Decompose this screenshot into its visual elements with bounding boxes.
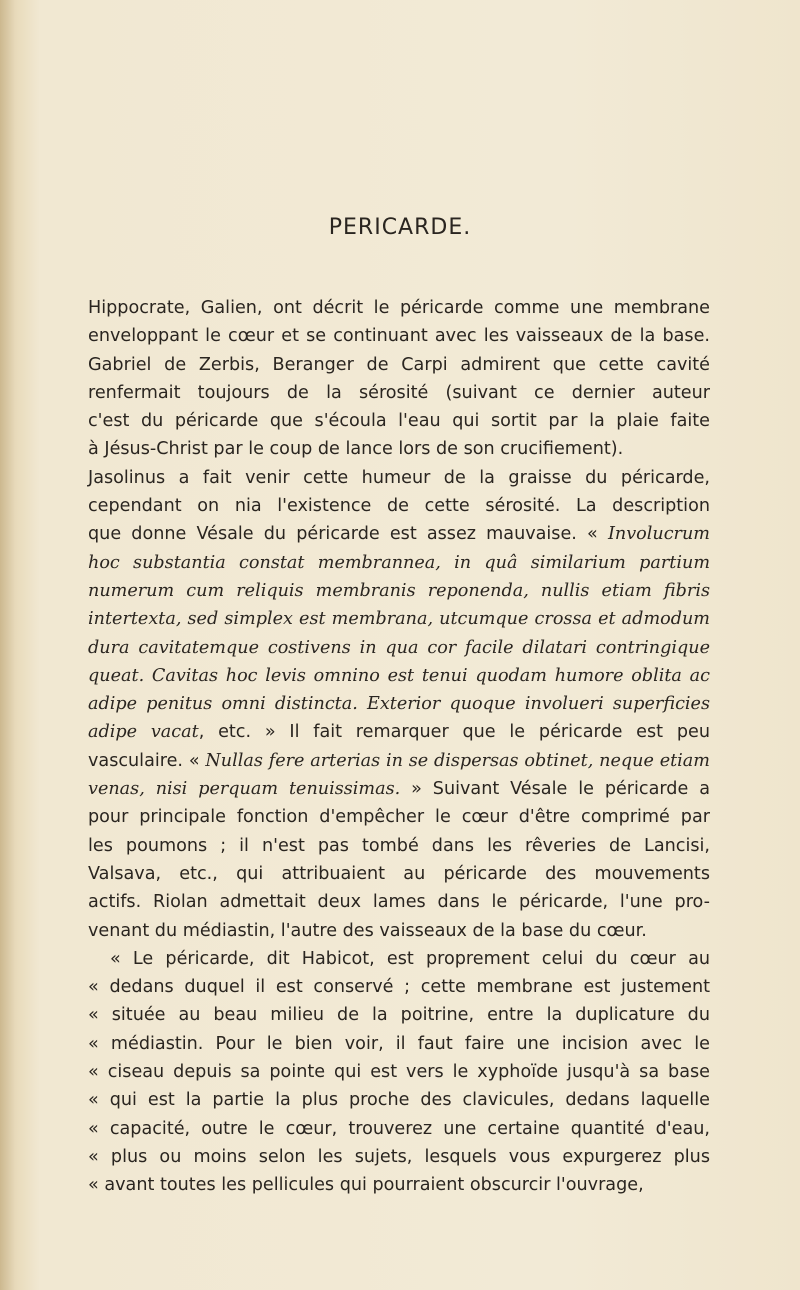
text-line [88,662,710,690]
text-segment: enveloppant le cœur et se continuant avec les vaisseaux de la base. [88,326,710,347]
italic-text-segment: adipe penitus omni distincta. Exterior quoque involueri superficies [88,694,710,715]
text-segment: « plus ou moins selon les sujets, lesquels vous expurgerez plus [88,1146,710,1167]
text-line [88,549,710,577]
italic-text-segment: adipe vacat [88,722,199,743]
text-line [88,1030,710,1058]
text-segment: actifs. Riolan admettait deux lames dans le péricarde, l'une pro- [88,892,710,913]
italic-text-segment: Involucrum [607,524,710,545]
text-segment: « médiastin. Pour le bien voir, il faut faire une incision avec le [88,1033,710,1054]
italic-text-segment: dura cavitatemque costivens in qua cor facile dilatari contringique [88,637,710,658]
page-title: PERICARDE. [328,215,472,240]
italic-text-segment: Nullas fere arterias in se dispersas obtinet, neque etiam [205,750,710,771]
body-text [88,294,710,1200]
text-segment: cependant on nia l'existence de cette sérosité. La description [88,496,710,517]
text-segment: , etc. » Il fait remarquer que le péricarde est peu [198,722,710,743]
text-line [88,520,710,548]
page-edge-shadow [0,0,14,1290]
text-segment: « ciseau depuis sa pointe qui est vers le xyphoïde jusqu'à sa base [88,1062,710,1083]
text-segment: Hippocrate, Galien, ont décrit le péricarde comme une membrane [88,298,710,318]
text-line [88,407,710,435]
text-line [88,690,710,718]
text-line [88,1171,710,1199]
text-line [88,1058,710,1086]
text-line [88,973,710,1001]
text-line [88,435,710,463]
text-segment: c'est du péricarde que s'écoula l'eau qui sortit par la plaie faite [88,411,710,432]
text-segment: « Le péricarde, dit Habicot, est proprement celui du cœur au [110,948,710,969]
text-line [88,917,710,945]
text-line [88,634,710,662]
text-line [88,294,710,322]
text-line [88,1143,710,1171]
text-segment: renfermait toujours de la sérosité (suivant ce dernier auteur [88,382,710,403]
text-segment: Jasolinus a fait venir cette humeur de la graisse du péricarde, [88,467,710,488]
text-segment: « avant toutes les pellicules qui pourraient obscurcir l'ouvrage, [88,1175,644,1196]
text-line [88,1115,710,1143]
text-line [88,832,710,860]
text-segment: à Jésus-Christ par le coup de lance lors de son crucifiement). [88,439,624,460]
text-line [88,888,710,916]
italic-text-segment: queat. Cavitas hoc levis omnino est tenui quodam humore oblita ac [88,665,710,686]
text-line [88,351,710,379]
text-segment: « qui est la partie la plus proche des clavicules, dedans laquelle [88,1090,710,1111]
text-segment: vasculaire. « [88,750,206,771]
text-line [88,860,710,888]
text-segment: « située au beau milieu de la poitrine, entre la duplicature du [88,1005,710,1026]
text-segment: Valsava, etc., qui attribuaient au péricarde des mouvements [88,863,710,884]
text-line [88,464,710,492]
text-line [88,1001,710,1029]
text-segment: que donne Vésale du péricarde est assez mauvaise. « [88,524,608,545]
italic-text-segment: numerum cum reliquis membranis reponenda, nullis etiam fibris [88,580,710,601]
text-segment: les poumons ; il n'est pas tombé dans les rêveries de Lancisi, [88,835,710,856]
italic-text-segment: hoc substantia constat membrannea, in quâ similarium partium [88,552,710,573]
text-line [88,1086,710,1114]
text-line [88,577,710,605]
text-line [88,775,710,803]
text-line [88,747,710,775]
text-segment: pour principale fonction d'empêcher le cœur d'être comprimé par [88,807,710,828]
text-line [88,803,710,831]
text-line [88,492,710,520]
italic-text-segment: intertexta, sed simplex est membrana, utcumque crossa et admodum [88,609,710,630]
text-segment: Gabriel de Zerbis, Beranger de Carpi admirent que cette cavité [88,354,710,375]
text-segment: venant du médiastin, l'autre des vaisseaux de la base du cœur. [88,920,647,941]
text-line [88,945,710,973]
text-segment: « capacité, outre le cœur, trouverez une certaine quantité d'eau, [88,1118,710,1139]
text-segment: » Suivant Vésale le péricarde a [400,779,710,800]
text-line [88,322,710,350]
text-line [88,718,710,746]
text-line [88,379,710,407]
text-line [88,605,710,633]
text-segment: « dedans duquel il est conservé ; cette membrane est justement [88,977,710,998]
italic-text-segment: venas, nisi perquam tenuissimas. [88,779,401,800]
